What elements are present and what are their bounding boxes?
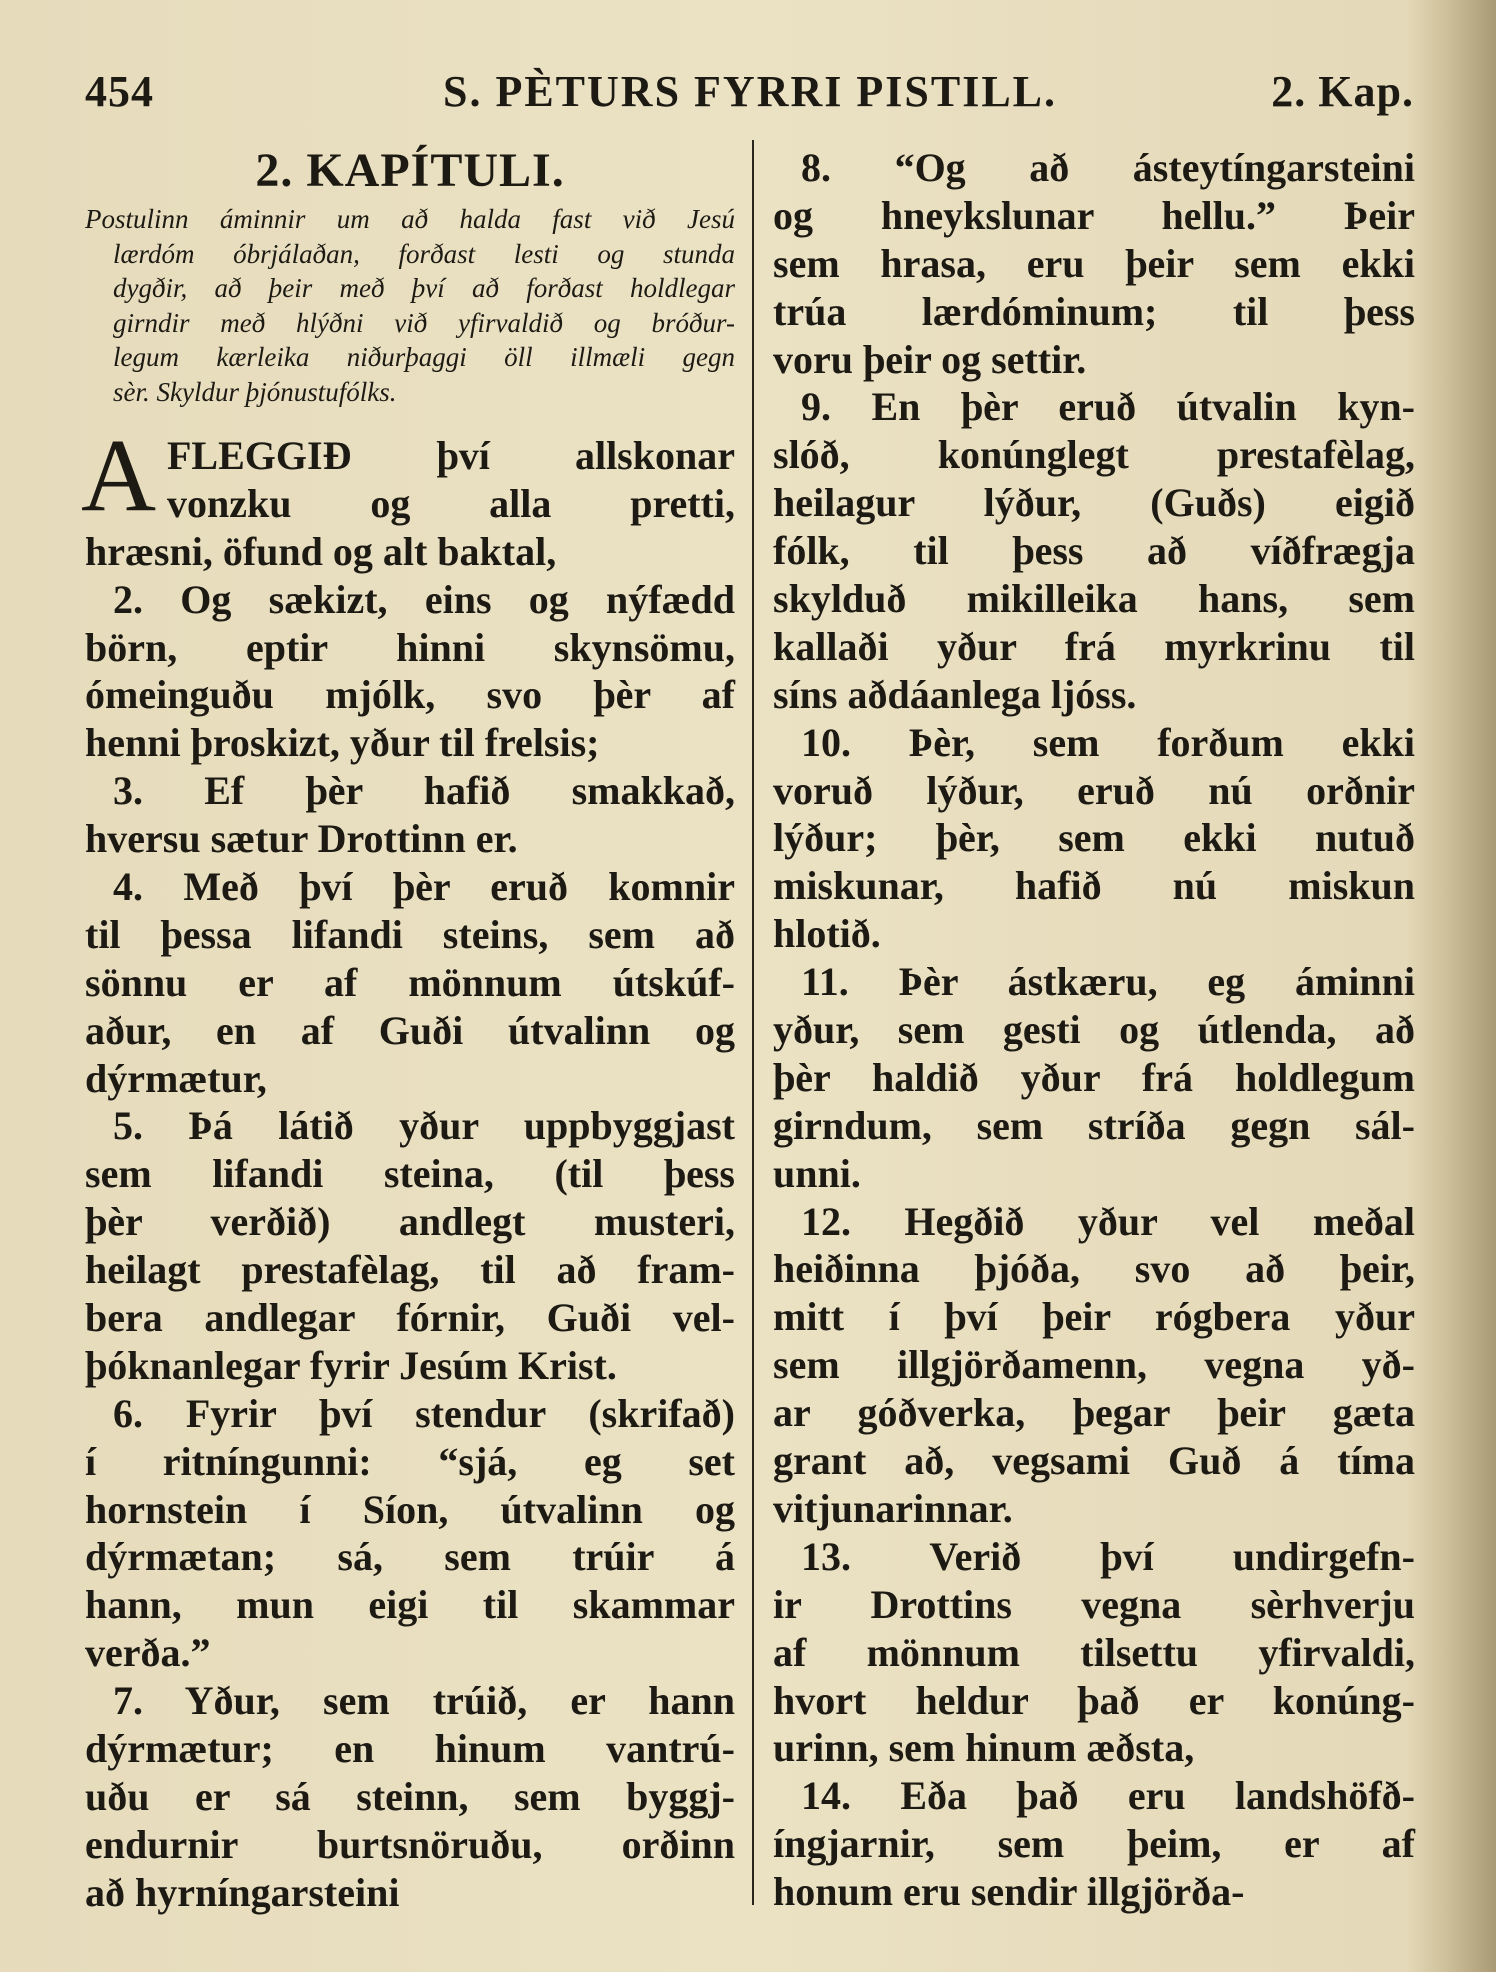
text-line: 6. Fyrir því stendur (skrifað) xyxy=(113,1390,735,1436)
chapter-summary xyxy=(85,202,735,409)
summary-line: dygðir, að þeir með því að forðast holdlegar xyxy=(113,273,735,303)
left-column xyxy=(81,418,735,1917)
summary-line: legum kærleika niðurþaggi öll illmæli gegn xyxy=(113,342,735,372)
text-line: 11. Þèr ástkæru, eg áminni xyxy=(801,959,1415,1005)
text-line: heilagur lýður, (Guðs) eigið xyxy=(773,480,1415,526)
summary-line: girndir með hlýðni við yfirvaldið og bróður- xyxy=(113,307,735,338)
text-line: unni. xyxy=(773,1150,861,1196)
text-line: 2. Og sækizt, eins og nýfædd xyxy=(113,576,735,622)
text-line: honum eru sendir illgjörða- xyxy=(773,1869,1245,1915)
text-line: aður, en af Guði útvalinn og xyxy=(85,1007,735,1053)
text-line: vonzku og alla pretti, xyxy=(167,480,735,526)
text-line: 14. Eða það eru landshöfð- xyxy=(801,1773,1415,1819)
summary-line: lærdóm óbrjálaðan, forðast lesti og stunda xyxy=(113,238,735,269)
text-line: 9. En þèr eruð útvalin kyn- xyxy=(801,384,1415,430)
text-line: 8. “Og að ásteytíngarsteini xyxy=(801,145,1415,190)
verse-paragraph xyxy=(773,1772,1415,1916)
text-line: heilagt prestafèlag, til að fram- xyxy=(85,1247,735,1293)
text-line: voruð lýður, eruð nú orðnir xyxy=(773,767,1415,813)
verse-paragraph xyxy=(85,1677,735,1916)
text-line: lýður; þèr, sem ekki nutuð xyxy=(773,815,1415,861)
text-line: uðu er sá steinn, sem byggj- xyxy=(85,1773,735,1819)
text-line: vitjunarinnar. xyxy=(773,1485,1013,1531)
text-line: grant að, vegsami Guð á tíma xyxy=(773,1438,1415,1484)
text-line: til þessa lifandi steins, sem að xyxy=(85,911,735,957)
text-line: 7. Yður, sem trúið, er hann xyxy=(113,1678,735,1724)
text-line: að hyrníngarsteini xyxy=(85,1869,400,1915)
text-line: slóð, konúnglegt prestafèlag, xyxy=(773,432,1415,478)
text-line: hversu sætur Drottinn er. xyxy=(85,816,518,862)
text-line: mitt í því þeir rógbera yður xyxy=(773,1294,1415,1340)
text-line: börn, eptir hinni skynsömu, xyxy=(85,624,735,670)
text-line: íngjarnir, sem þeim, er af xyxy=(773,1821,1415,1867)
text-line: síns aðdáanlega ljóss. xyxy=(773,671,1137,717)
text-line: dýrmætan; sá, sem trúir á xyxy=(85,1534,735,1580)
text-line: og hneykslunar hellu.” Þeir xyxy=(773,192,1415,238)
text-line: 4. Með því þèr eruð komnir xyxy=(113,864,735,910)
text-line: bera andlegar fórnir, Guði vel- xyxy=(85,1295,735,1341)
text-line: þóknanlegar fyrir Jesúm Krist. xyxy=(85,1342,617,1388)
page-number: 454 xyxy=(85,67,154,116)
text-line: þèr haldið yður frá holdlegum xyxy=(773,1054,1415,1100)
text-line: fólk, til þess að víðfrægja xyxy=(773,528,1415,574)
text-line: endurnir burtsnöruðu, orðinn xyxy=(85,1821,735,1867)
text-line: hræsni, öfund og alt baktal, xyxy=(85,528,557,574)
text-line: FLEGGIÐ því allskonar xyxy=(167,433,735,478)
verse-paragraph xyxy=(85,1390,735,1677)
text-line: miskunar, hafið nú miskun xyxy=(773,863,1415,909)
running-title: S. PÈTURS FYRRI PISTILL. xyxy=(442,67,1058,116)
verse-paragraph xyxy=(773,383,1415,718)
summary-line: sèr. Skyldur þjónustufólks. xyxy=(113,376,397,407)
text-line: 3. Ef þèr hafið smakkað, xyxy=(113,768,735,814)
text-line: hornstein í Síon, útvalinn og xyxy=(85,1486,735,1532)
verse-paragraph xyxy=(85,767,735,863)
text-line: þèr verðið) andlegt musteri, xyxy=(85,1199,735,1245)
verse-paragraph xyxy=(85,1102,735,1389)
text-line: dýrmætur; en hinum vantrú- xyxy=(85,1726,735,1772)
text-line: voru þeir og settir. xyxy=(773,336,1087,382)
column-divider xyxy=(752,140,754,1905)
text-line: af mönnum tilsettu yfirvaldi, xyxy=(773,1629,1415,1675)
text-line: ómeinguðu mjólk, svo þèr af xyxy=(85,672,735,718)
text-line: girndum, sem stríða gegn sál- xyxy=(773,1102,1415,1148)
text-line: 13. Verið því undirgefn- xyxy=(801,1533,1415,1579)
verse-paragraph xyxy=(773,1533,1415,1772)
verse-paragraph xyxy=(773,144,1415,383)
text-line: í ritníngunni: “sjá, eg set xyxy=(85,1438,735,1484)
verse-paragraph xyxy=(85,576,735,768)
text-line: 10. Þèr, sem forðum ekki xyxy=(801,719,1415,765)
text-line: hann, mun eigi til skammar xyxy=(85,1582,735,1628)
verse-paragraph xyxy=(773,1198,1415,1533)
text-line: skylduð mikilleika hans, sem xyxy=(773,576,1415,622)
verse-paragraph xyxy=(773,958,1415,1197)
text-line: hvort heldur það er konúng- xyxy=(773,1677,1415,1723)
right-column xyxy=(773,144,1415,1916)
text-line: trúa lærdóminum; til þess xyxy=(773,288,1415,334)
verse-paragraph xyxy=(85,432,735,576)
text-line: 12. Hegðið yður vel meðal xyxy=(801,1198,1415,1244)
text-line: yður, sem gesti og útlenda, að xyxy=(773,1007,1415,1053)
text-line: ar góðverka, þegar þeir gæta xyxy=(773,1390,1415,1436)
summary-line: Postulinn áminnir um að halda fast við Jesú xyxy=(85,204,735,234)
text-line: sem illgjörðamenn, vegna yð- xyxy=(773,1342,1415,1388)
text-line: sem hrasa, eru þeir sem ekki xyxy=(773,240,1415,286)
verse-paragraph xyxy=(773,719,1415,958)
text-line: sönnu er af mönnum útskúf- xyxy=(85,959,735,1005)
text-line: verða.” xyxy=(85,1630,211,1676)
text-line: ir Drottins vegna sèrhverju xyxy=(773,1581,1415,1627)
drop-cap: A xyxy=(81,418,157,533)
text-line: 5. Þá látið yður uppbyggjast xyxy=(113,1103,735,1149)
text-line: hlotið. xyxy=(773,911,881,957)
text-line: sem lifandi steina, (til þess xyxy=(85,1151,735,1197)
text-line: kallaði yður frá myrkrinu til xyxy=(773,623,1415,669)
chapter-heading: 2. KAPÍTULI. xyxy=(255,144,565,197)
text-line: heiðinna þjóða, svo að þeir, xyxy=(773,1246,1415,1292)
text-line: urinn, sem hinum æðsta, xyxy=(773,1725,1195,1771)
text-line: henni þroskizt, yður til frelsis; xyxy=(85,720,600,766)
chapter-reference: 2. Kap. xyxy=(1271,67,1414,116)
verse-paragraph xyxy=(85,863,735,1102)
text-line: dýrmætur, xyxy=(85,1055,267,1101)
